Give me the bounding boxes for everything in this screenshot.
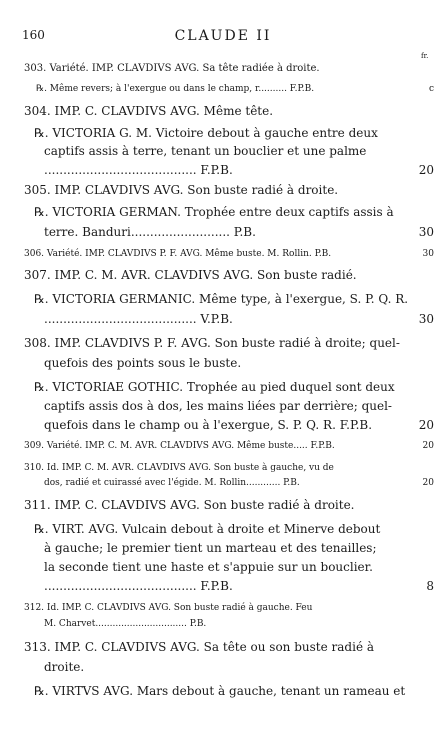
value-cell: c — [428, 84, 434, 94]
page-title: CLAUDE II — [174, 28, 272, 44]
value-cell: 30 — [422, 249, 434, 259]
value-cell: 20 — [422, 478, 434, 488]
value-cell: 20 — [418, 418, 434, 432]
value-cell: 8 — [426, 579, 434, 593]
book-page: 160 CLAUDE II fr. 303. Variété. IMP. CLAVDIVS AVG. Sa tête radiée à droite. ℞. Même revers; à l'exergue ou dans le champ, r.......... F.P.B. c 304. IMP. C. CLAVDIVS AVG. Même tête. ℞. VICTORIA G. M. Victoire debout à gauche entre deux captifs assis à terre, tenant un bouclier et une palme ........................................ F.P.B. 20 305. IMP. CLAVDIVS AVG. Son buste radié à droite. ℞. VICTORIA GERMAN. Trophée entre deux captifs assis à terre. Banduri.......................... P.B. 30 306. Variété. IMP. CLAVDIVS P. F. AVG. Même buste. M. Rollin. P.B. 30 307. IMP. C. M. AVR. CLAVDIVS AVG. Son buste radié. ℞. VICTORIA GERMANIC. Même type, à l'exergue, S. P. Q. R. ........................................ V.P.B. 30 308. IMP. CLAVDIVS P. F. AVG. Son buste radié à droite; quel- quefois des points sous le buste. ℞. VICTORIAE GOTHIC. Trophée au pied duquel sont deux captifs assis dos à dos, les mains liées par derrière; quel- quefois dans le champ ou à l'exergue, S. P. Q. R. F.P.B. 20 309. Variété. IMP. C. M. AVR. CLAVDIVS AVG. Même buste..... F.P.B. 20 310. Id. IMP. C. M. AVR. CLAVDIVS AVG. Son buste à gauche, vu de dos, radié et cuirassé avec l'égide. M. Rollin............ P.B. 20 311. IMP. C. CLAVDIVS AVG. Son buste radié à droite. ℞. VIRT. AVG. Vulcain debout à droite et Minerve debout à gauche; le premier tient un marteau et des tenailles; la seconde tient une haste et s'appuie sur un bouclier. ........................................ F.P.B. 8 312. Id. IMP. C. CLAVDIVS AVG. Son buste radié à gauche. Feu M. Charvet................................ P.B. 313. IMP. C. CLAVDIVS AVG. Sa tête ou son buste radié à droite. ℞. VIRTVS AVG. Mars debout à gauche, tenant un rameau et — [0, 0, 446, 750]
value-cell: 20 — [422, 441, 434, 451]
value-cell: 30 — [418, 225, 434, 239]
value-unit-label: fr. — [421, 52, 429, 60]
value-cell: 20 — [418, 163, 434, 177]
page-header — [0, 28, 446, 48]
page-number: 160 — [22, 28, 45, 42]
value-cell: 30 — [418, 312, 434, 326]
